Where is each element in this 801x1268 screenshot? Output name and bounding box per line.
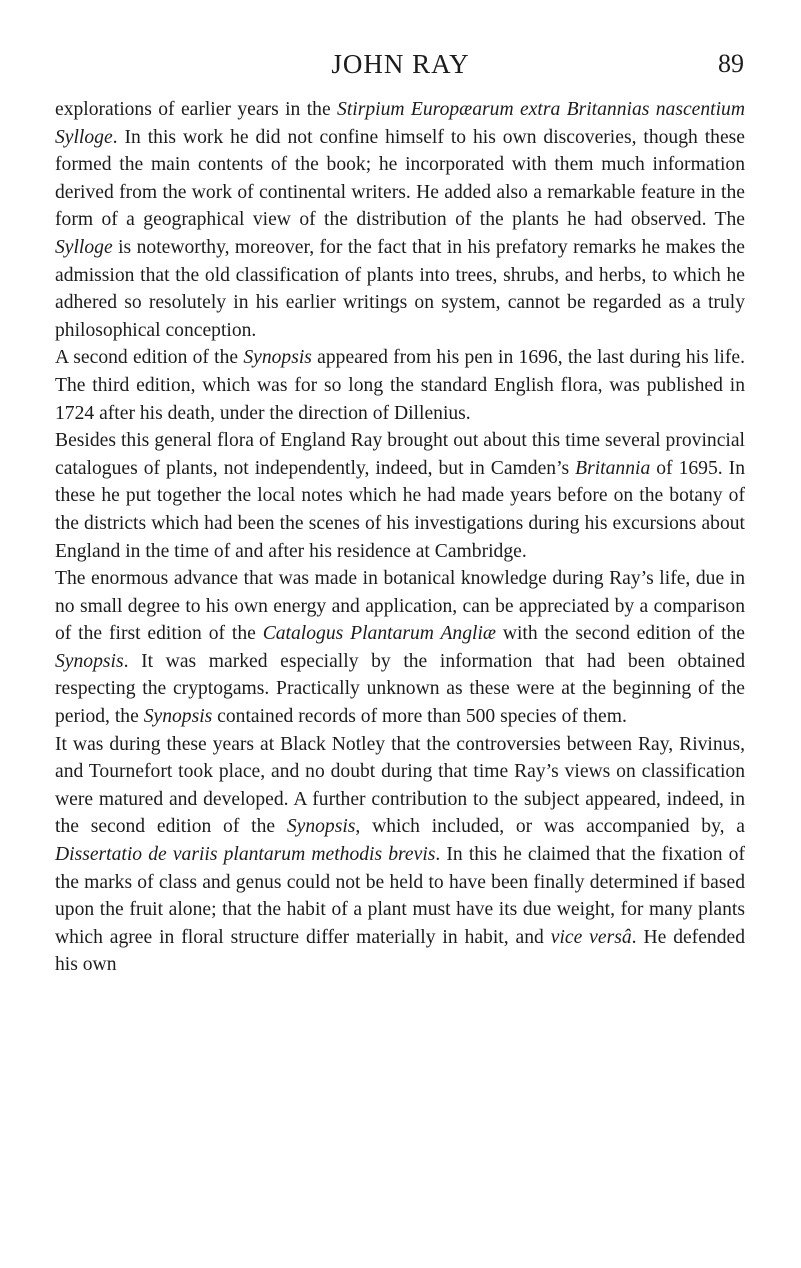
body-text-run: It was during these years at Black Notley that the controversies between Ray, Rivinus, and Tournefort took place, and no doubt during that time Ray’s views on classification were matured and developed. A further contribution to the subject appeared, indeed, in the second edition of the: [55, 733, 745, 838]
italic-title-text: Britannia: [575, 457, 651, 479]
italic-title-text: Synopsis: [55, 650, 124, 672]
body-text: [55, 96, 745, 979]
body-text-run: . In this work he did not confine himself to his own discoveries, though these formed the main contents of the book; he incorporated with them much information derived from the work of continental writers. He added also a remarkable feature in the form of a geographical view of the distribution of the plants he had observed. The: [55, 126, 745, 231]
italic-title-text: Synopsis: [243, 347, 312, 369]
paragraph-2: [55, 344, 745, 427]
paragraph-3: [55, 427, 745, 565]
body-text-run: . In this he claimed that the fixation of the marks of class and genus could not be held to have been finally determined if based upon the fruit alone; that the habit of a plant must have its due weight, for many plants which agree in floral structure differ materially in habit, and: [55, 844, 745, 948]
italic-title-text: Synopsis: [286, 816, 356, 838]
italic-title-text: Synopsis: [143, 706, 213, 728]
body-text-run: explorations of earlier years in the: [55, 99, 338, 120]
body-text-run: appeared from his pen in 1696, the last during his life. The third edition, which was for so long the standard English flora, was published in 1724 after his death, under the direction of Dillenius.: [55, 347, 745, 424]
page-number: 89: [718, 49, 744, 78]
italic-title-text: Stirpium Europæarum extra Britannias nascentium Sylloge: [55, 99, 745, 148]
body-text-run: A second edition of the: [55, 347, 244, 369]
running-title: JOHN RAY: [331, 49, 470, 79]
paragraph-4: [55, 565, 745, 731]
body-text-run: . He defended his own: [55, 926, 745, 976]
body-text-run: The enormous advance that was made in botanical knowledge during Ray’s life, due in no small degree to his own energy and application, can be appreciated by a comparison of the first edition of the: [55, 568, 745, 645]
paragraph-5: [55, 731, 745, 979]
italic-title-text: Catalogus Plantarum Angliæ: [262, 623, 496, 645]
paragraph-1: [55, 96, 745, 344]
body-text-run: Besides this general flora of England Ray brought out about this time several provincial catalogues of plants, not independently, indeed, but in Camden’s: [55, 430, 745, 479]
running-head: [0, 44, 801, 84]
body-text-run: of 1695. In these he put together the local notes which he had made years before on the botany of the districts which had been the scenes of his investigations during his excursions about England in the time of and after his residence at Cambridge.: [55, 457, 745, 562]
italic-title-text: vice versâ: [550, 926, 632, 948]
italic-title-text: Dissertatio de variis plantarum methodis brevis: [55, 844, 436, 866]
body-text-run: , which included, or was accompanied by, a: [355, 816, 745, 838]
body-text-run: . It was marked especially by the information that had been obtained respecting the cryptogams. Practically unknown as these were at the beginning of the period, the: [55, 650, 745, 728]
body-text-run: is noteworthy, moreover, for the fact that in his prefatory remarks he makes the admission that the old classification of plants into trees, shrubs, and herbs, to which he adhered so resolutely in his earlier writings on system, cannot be regarded as a truly philosophical conception.: [55, 236, 745, 341]
italic-title-text: Sylloge: [55, 236, 113, 258]
body-text-run: with the second edition of the: [495, 623, 746, 645]
body-text-run: contained records of more than 500 species of them.: [212, 706, 627, 728]
